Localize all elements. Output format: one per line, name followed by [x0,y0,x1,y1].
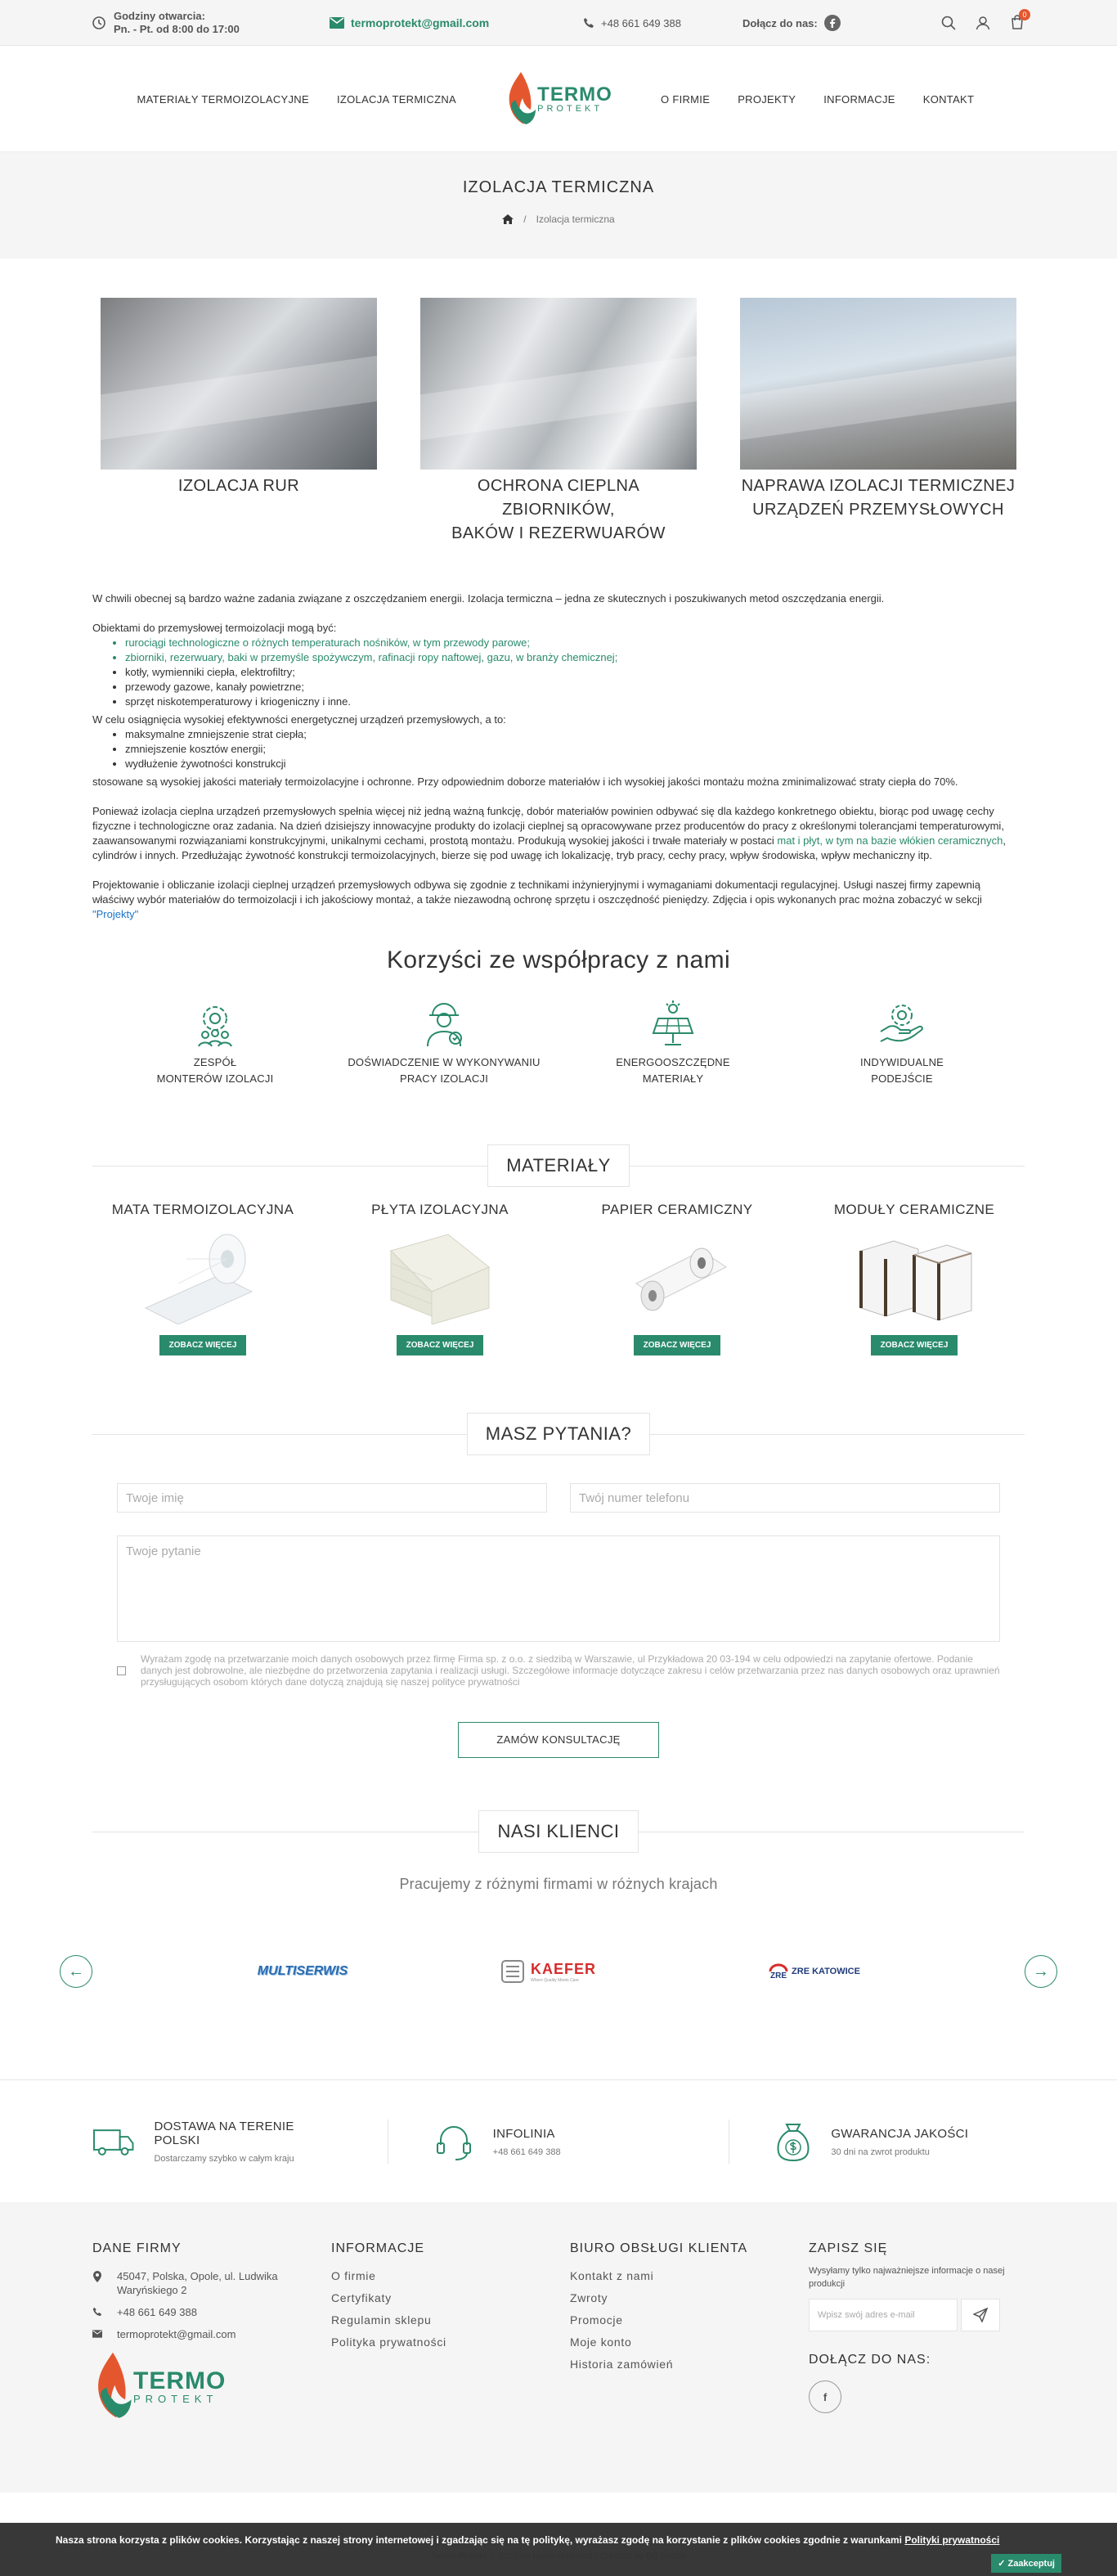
logo-sub-text: PROTEKT [133,2392,218,2405]
advantage-item [338,999,550,1087]
zre-emblem-text: ZRE [770,1971,787,1980]
consent-text: Wyrażam zgodę na przetwarzanie moich danych osobowych przez firmę Firma sp. z o.o. z siedzibą w Warszawie, ul Przykładowa 20 03-194 w celu odpowiedzi na zapytanie ofertowe. Podanie danych jest dobrowolne, ale niezbędne do przetworzenia zapytania i realizacji usługi. Szczegółowe informacje dotyczące zakresu i celów przetwarzania przez nas danych osobowych oraz uprawnień przysługujących osobom których dane dotyczą znajdują się naszej polityce prywatności [141,1653,1000,1688]
objects-list [125,636,1025,709]
client-logo-kaefer [501,1960,616,1983]
advantage-line1: INDYWIDUALNE [859,1056,944,1068]
footer-link-orders[interactable]: Historia zamówień [570,2358,674,2371]
feature-title: GWARANCJA JAKOŚCI [831,2126,969,2141]
newsletter-email-input[interactable]: Wpisz swój adres e-mail [809,2299,958,2331]
nav-projects[interactable]: PROJEKTY [738,92,796,106]
main-navigation [0,46,1117,152]
nav-thermal-insulation[interactable]: IZOLACJA TERMICZNA [336,92,456,106]
cart-count-badge: 0 [1019,9,1030,20]
article-paragraph [92,878,1025,922]
footer-heading: INFORMACJE [331,2241,424,2255]
envelope-icon [92,2330,102,2338]
footer-link-account[interactable]: Moje konto [570,2335,632,2349]
material-card [804,1202,1025,1355]
footer-link-privacy[interactable]: Polityka prywatności [331,2335,446,2349]
zre-emblem-icon [769,1963,788,1980]
clock-icon [92,16,105,29]
name-input[interactable]: Twoje imię [117,1483,547,1513]
category-title: IZOLACJA RUR [177,477,300,495]
footer-phone[interactable] [92,2305,331,2319]
text-segment: Ponieważ izolacja cieplna urządzeń przemysłowych spełnia więcej niż jedną ważną funkcję, dobór materiałów powinien odbywać się dla każdego konkretnego obiektu, biorąc pod uwagę cechy fizyczne i technologiczne oraz zadania. Na dzień dzisiejszy innowacyjne produkty do izolacji cieplnej są opracowywane przez producentów do pracy z określonymi tolerancjami temperaturowymi, zaawansowanymi rozwiązaniami konstrukcyjnymi, unikalnymi cechami, prostotą montażu. Produkują wysokiej jakości i trwałe materiały w postaci [92,805,1004,847]
category-tank-protection[interactable] [420,298,697,546]
see-more-button[interactable]: ZOBACZ WIĘCEJ [634,1335,721,1355]
logo-main-text: TERMO [537,83,612,106]
search-icon[interactable] [941,16,956,30]
footer-link-certificates[interactable]: Certyfikaty [331,2291,392,2304]
facebook-icon: f [823,2390,828,2403]
kaefer-emblem-icon [501,1960,524,1983]
client-logo-zre [761,1963,868,1980]
flame-logo-icon [505,70,537,128]
category-pipe-insulation[interactable] [101,298,377,546]
client-logo-text: MULTISERWIS [257,1964,348,1978]
email-text: termoprotekt@gmail.com [351,16,490,29]
logo-sub-text: PROTEKT [537,103,603,114]
footer-email[interactable] [92,2327,331,2341]
article-paragraph: stosowane są wysokiej jakości materiały termoizolacyjne i ochronne. Przy odpowiednim doborze materiałów i ich wysokiej jakości montażu można zminimalizować straty ciepła do 70%. [92,775,958,788]
header-actions [941,10,1027,32]
email-link[interactable] [330,16,583,29]
footer-link-promotions[interactable]: Promocje [570,2313,623,2326]
feature-subtitle: Dostarczamy szybko w całym kraju [154,2154,294,2164]
materials-heading [92,1144,1025,1187]
category-insulation-repair[interactable] [740,298,1016,546]
footer-newsletter [809,2241,1025,2423]
top-bar [0,0,1117,46]
cookie-accept-button[interactable]: ✓ Zaakceptuj [991,2554,1061,2573]
industrial-pipes-photo [740,298,1016,470]
envelope-icon [330,17,344,29]
client-logo-text: KAEFER [531,1960,597,1977]
flame-logo-icon [92,2349,133,2423]
team-gear-icon [191,999,240,1048]
article-paragraph: Obiektami do przemysłowej termoizolacji mogą być: [92,622,337,634]
feature-title: INFOLINIA [492,2126,555,2141]
home-icon[interactable] [502,214,514,224]
map-pin-icon [92,2271,102,2282]
list-item: • maksymalne zmniejszenie strat ciepła; [125,727,1025,742]
newsletter-submit-button[interactable] [961,2299,1000,2331]
list-item: • zmniejszenie kosztów energii; [125,742,1025,757]
material-title: MODUŁY CERAMICZNE [833,1202,995,1217]
cookie-text: Nasza strona korzysta z plików cookies. Korzystając z naszej strony internetowej i zgadzając się na tę politykę, wyrażasz zgodę na korzystanie z plików cookies zgodnie z warunkami [56,2534,905,2546]
list-item: • sprzęt niskotemperaturowy i kriogeniczny i inne. [125,695,1025,709]
article-paragraph: W celu osiągnięcia wysokiej efektywności energetycznej urządzeń przemysłowych, a to: [92,713,506,726]
ceramic-module-image [849,1226,980,1324]
cart-button[interactable] [1010,10,1027,32]
order-consultation-button[interactable]: ZAMÓW KONSULTACJĘ [458,1722,658,1758]
opening-hours [92,10,330,36]
hand-gear-icon [877,999,926,1048]
page-header [0,152,1117,258]
list-item: • zbiorniki, rezerwuary, baki w przemyśle spożywczym, rafinacji ropy naftowej, gazu, w branży chemicznej; [125,650,1025,665]
newsletter-text: Wysyłamy tylko najważniejsze informacje o nasej produkcji [809,2266,1005,2289]
advantage-line2: PRACY IZOLACJI [399,1072,489,1085]
footer-address [92,2269,331,2297]
see-more-button[interactable]: ZOBACZ WIĘCEJ [871,1335,958,1355]
advantage-item [109,999,321,1087]
tank-insulation-photo [420,298,697,470]
see-more-button[interactable]: ZOBACZ WIĘCEJ [159,1335,247,1355]
list-item: • wydłużenie żywotności konstrukcji [125,757,1025,771]
advantage-line1: ENERGOOSZCZĘDNE [616,1056,730,1068]
footer-heading: BIURO OBSŁUGI KLIENTA [570,2241,748,2255]
contact-form [117,1483,1000,1758]
breadcrumb [0,214,1117,225]
phone-input[interactable]: Twój numer telefonu [570,1483,1000,1513]
footer-link-about[interactable]: O firmie [331,2269,376,2282]
client-logo-text: ZRE KATOWICE [792,1967,860,1976]
advantage-line2: MONTERÓW IZOLACJI [156,1072,274,1085]
clients-heading [92,1810,1025,1853]
section-title: MATERIAŁY [487,1144,630,1187]
phone-link[interactable] [583,17,742,29]
phone-text: +48 661 649 388 [117,2306,197,2318]
mat-roll-image [137,1226,268,1324]
footer-heading: DOŁĄCZ DO NAS: [809,2353,931,2367]
slider-prev-button[interactable] [60,1955,92,1988]
email-text: termoprotekt@gmail.com [117,2328,236,2340]
feature-hotline [434,2122,684,2161]
footer-heading: DANE FIRMY [92,2241,182,2255]
footer-link-returns[interactable]: Zwroty [570,2291,608,2304]
category-tiles [92,298,1025,546]
footer-link-contact[interactable]: Kontakt z nami [570,2269,654,2282]
feature-delivery [92,2120,342,2164]
phone-text: +48 661 649 388 [601,16,681,29]
client-logo-multiserwis [249,1964,356,1979]
solar-panel-icon [648,999,698,1048]
arrow-left-icon: ← [68,1962,84,1980]
feature-guarantee [775,2121,1025,2162]
projects-link[interactable]: "Projekty" [92,908,139,920]
advantage-item [567,999,779,1087]
ceramic-paper-image [612,1226,742,1324]
see-more-button[interactable]: ZOBACZ WIĘCEJ [397,1335,484,1355]
category-title-line2: URZĄDZEŃ PRZEMYSŁOWYCH [752,501,1004,519]
material-title: PAPIER CERAMICZNY [601,1202,753,1217]
money-bag-icon [775,2121,811,2162]
category-title: OCHRONA CIEPLNA ZBIORNIKÓW, [477,477,640,519]
features-bar [0,2079,1117,2202]
footer [0,2202,1117,2493]
materials-highlight-link[interactable]: mat i płyt, w tym na bazie włókien ceramicznych [777,834,1003,847]
logo[interactable] [485,70,632,128]
advantage-line1: DOŚWIADCZENIE W WYKONYWANIU [348,1056,541,1068]
social-join [742,15,906,31]
advantage-line2: PODEJŚCIE [871,1072,933,1085]
clients-subtitle: Pracujemy z różnymi firmami w różnych krajach [399,1876,718,1892]
section-title: NASI KLIENCI [478,1810,638,1853]
facebook-button[interactable] [809,2380,841,2413]
article-paragraph [92,804,1025,863]
cookie-privacy-link[interactable]: Polityki prywatności [904,2534,1000,2546]
article-paragraph: W chwili obecnej są bardzo ważne zadania związane z oszczędzaniem energii. Izolacja termiczna – jedna ze skutecznych i poszukiwanych metod oszczędzania energii. [92,592,885,605]
phone-icon [92,2307,102,2317]
phone-icon [583,17,594,29]
paper-plane-icon [973,2308,988,2322]
feature-subtitle: +48 661 649 388 [492,2147,561,2157]
category-title-line2: BAKÓW I REZERWUARÓW [451,524,666,542]
advantage-item [796,999,1008,1087]
material-card [330,1202,550,1355]
list-item: • rurociągi technologiczne o różnych temperaturach nośników, w tym przewody parowe; [125,636,1025,650]
footer-heading: ZAPISZ SIĘ [809,2241,888,2255]
footer-customer-service [570,2241,809,2423]
material-title: MATA TERMOIZOLACYJNA [111,1202,294,1217]
address-text: 45047, Polska, Opole, ul. Ludwika Waryńskiego 2 [117,2270,278,2296]
consent-checkbox[interactable] [117,1666,126,1675]
user-icon[interactable] [976,16,990,30]
headset-icon [434,2122,473,2161]
text-segment: Projektowanie i obliczanie izolacji cieplnej urządzeń przemysłowych odbywa się zgodnie z technikami inżynieryjnymi i wymaganiami dokumentacji regulacyjnej. Usługi naszej firmy zapewnią właściwy wybór materiałów do termoizolacji i ich jakościowy montaż, a także niezawodną ochronę sprzętu i oszczędność pieniędzy. Zdjęcia i opis wykonanych prac można zobaczyć w sekcji [92,879,982,906]
pipe-insulation-photo [101,298,377,470]
list-item: • kotły, wymienniki ciepła, elektrofiltry; [125,665,1025,680]
cookie-banner [0,2523,1117,2576]
slider-next-button[interactable] [1025,1955,1057,1988]
delivery-truck-icon [92,2125,134,2158]
page-title: IZOLACJA TERMICZNA [462,178,655,196]
hours-label: Godziny otwarcia: [114,10,205,22]
breadcrumb-current: Izolacja termiczna [536,214,615,225]
list-item: • przewody gazowe, kanały powietrzne; [125,680,1025,695]
advantages-list [92,999,1025,1087]
nav-contact[interactable]: KONTAKT [922,92,975,106]
advantage-line1: ZESPÓŁ [193,1056,237,1068]
consent-row [117,1653,1000,1688]
facebook-icon[interactable] [824,15,841,31]
material-card [92,1202,313,1355]
insulation-board-image [375,1226,505,1324]
materials-grid [92,1202,1025,1355]
logo-main-text: TERMO [133,2367,227,2394]
footer-logo[interactable] [92,2349,331,2423]
nav-thermal-materials[interactable]: MATERIAŁY TERMOIZOLACYJNE [137,92,309,106]
goals-list [125,727,1025,771]
kaefer-tagline: Where Quality Meets Care [531,1977,579,1983]
material-card [567,1202,787,1355]
footer-link-terms[interactable]: Regulamin sklepu [331,2313,432,2326]
questions-heading [92,1413,1025,1455]
clients-slider [68,1955,1049,1988]
feature-subtitle: 30 dni na zwrot produktu [831,2147,930,2157]
breadcrumb-separator: / [523,214,527,225]
nav-information[interactable]: INFORMACJE [823,92,895,106]
arrow-right-icon: → [1033,1962,1049,1980]
article-content [92,591,1025,922]
feature-title: DOSTAWA NA TERENIE POLSKI [154,2120,294,2147]
advantage-line2: MATERIAŁY [642,1072,704,1085]
material-title: PŁYTA IZOLACYJNA [371,1202,509,1217]
question-textarea[interactable]: Twoje pytanie [117,1535,1000,1642]
footer-information [331,2241,570,2423]
category-title: NAPRAWA IZOLACJI TERMICZNEJ [741,477,1016,495]
section-title: MASZ PYTANIA? [467,1413,650,1455]
worker-icon [419,999,469,1048]
join-label: Dołącz do nas: [742,16,818,29]
advantages-title: Korzyści ze współpracy z nami [386,946,731,973]
footer-company [92,2241,331,2423]
text-segment: , cylindrów i innych. Przedłużając żywotność konstrukcji termoizolacyjnych, bierze się pod uwagę ich lokalizację, tryb pracy, cechy pracy, wpływ środowiska, wpływ mechaniczny itp. [92,834,1006,861]
nav-about[interactable]: O FIRMIE [661,92,711,106]
hours-value: Pn. - Pt. od 8:00 do 17:00 [114,23,240,35]
